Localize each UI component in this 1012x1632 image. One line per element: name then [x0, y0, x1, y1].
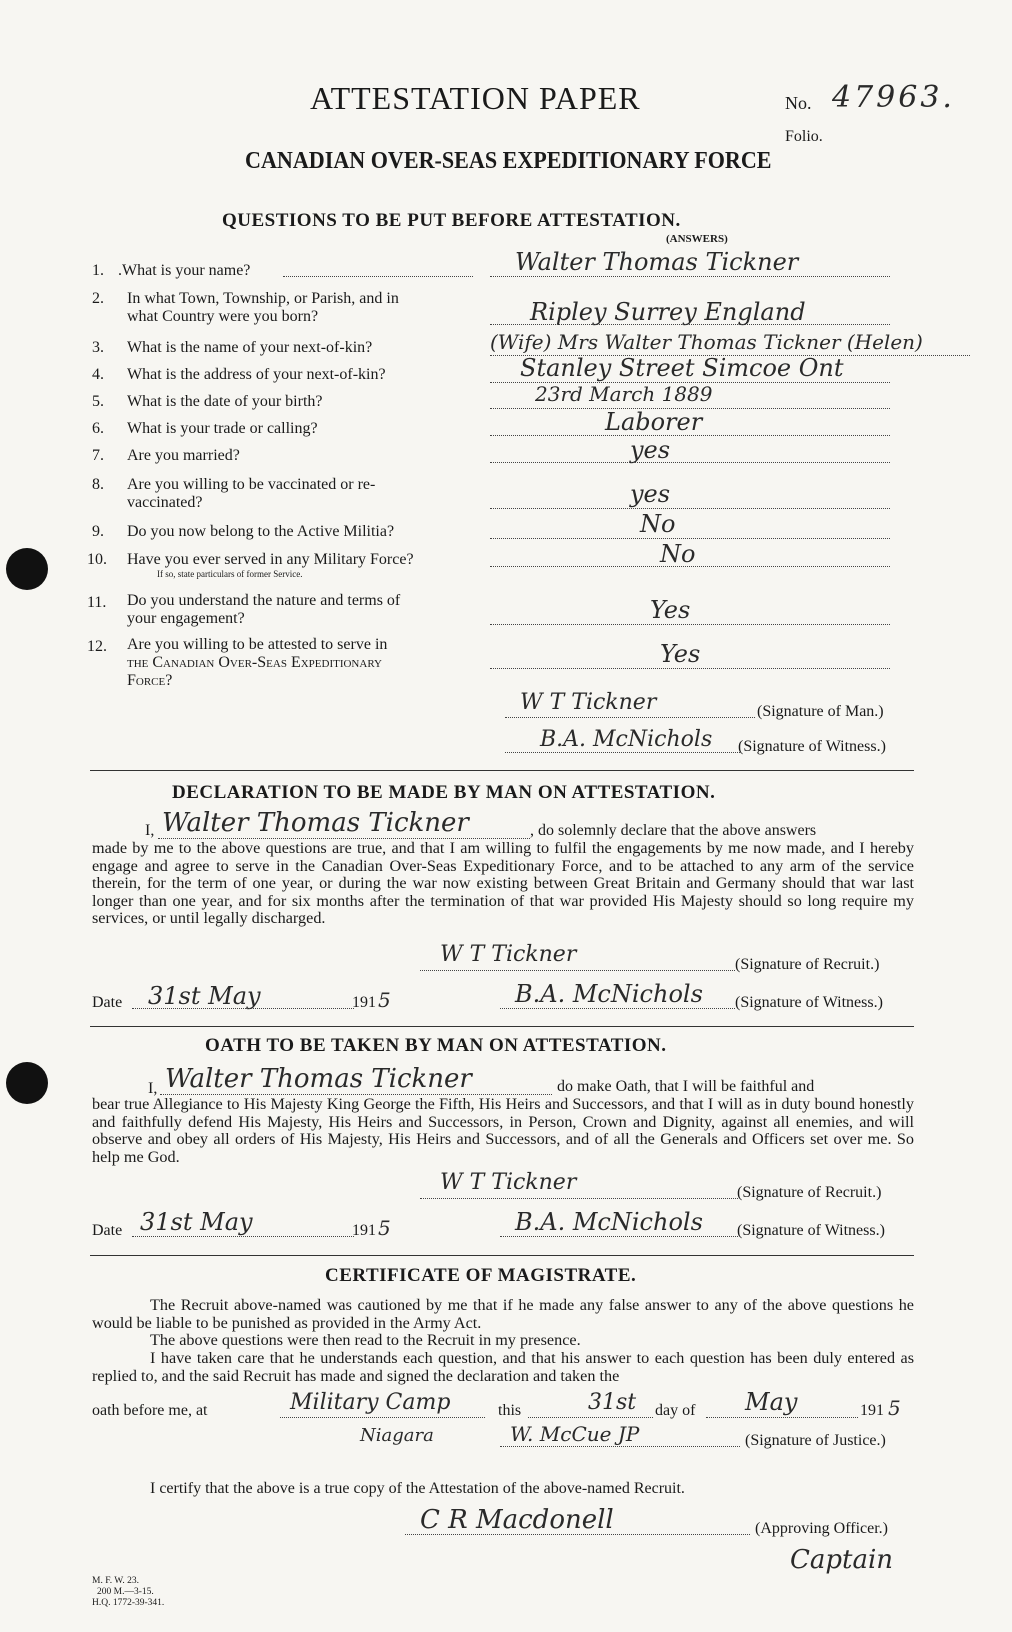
certificate-place-cont: Niagara	[360, 1425, 434, 1446]
copy-certificate-text: I certify that the above is a true copy of the Attestation of the above-named Recruit.	[150, 1480, 685, 1497]
certificate-para3: I have taken care that he understands each question, and that his answer to each question has been duly entered as replied to, and the said Recruit has made and signed the declaration and taken the	[92, 1349, 914, 1385]
question-text: What is the name of your next-of-kin?	[127, 339, 373, 356]
certificate-oath-text: oath before me, at	[92, 1402, 208, 1419]
question-text-cont: Force?	[127, 672, 173, 689]
declaration-heading: DECLARATION TO BE MADE BY MAN ON ATTESTATION.	[172, 782, 716, 803]
oath-date: 31st May	[140, 1208, 253, 1236]
signature-of-man-label: (Signature of Man.)	[757, 703, 884, 720]
signature-of-man: W T Tickner	[520, 690, 657, 715]
question-text: Do you understand the nature and terms of	[127, 592, 401, 609]
certificate-year-prefix: 191	[860, 1402, 884, 1419]
question-text: Are you willing to be vaccinated or re-	[127, 476, 376, 493]
question-number: 10.	[87, 551, 107, 568]
folio-label: Folio.	[785, 128, 823, 145]
question-number: 6.	[92, 420, 104, 437]
question-text: What is your trade or calling?	[127, 420, 318, 437]
declaration-date-label: Date	[92, 994, 123, 1011]
hq-code: H.Q. 1772-39-341.	[92, 1598, 165, 1608]
answer-military-service: No	[660, 540, 696, 568]
certificate-this-label: this	[498, 1402, 522, 1419]
oath-text: bear true Allegiance to His Majesty King George the Fifth, His Heirs and Successors, and that I will as in duty bound honestly and faithfully defend His Majesty, His Heirs and Successors, in Person, Crown and Dignity, against all enemies, and will observe and obey all orders of His Majesty, His Heirs and Successors, and of all the Generals and Officers set over me. So help me God.	[92, 1095, 914, 1166]
answer-married: yes	[630, 436, 671, 464]
declaration-text-line1: , do solemnly declare that the above answers	[530, 822, 817, 839]
answer-trade: Laborer	[605, 408, 703, 436]
question-number: 9.	[92, 523, 104, 540]
document-subtitle: CANADIAN OVER-SEAS EXPEDITIONARY FORCE	[245, 148, 772, 174]
punch-hole-upper	[6, 548, 48, 590]
question-text: Have you ever served in any Military Force?	[127, 551, 414, 568]
question-text-cont: the Canadian Over-Seas Expeditionary	[127, 654, 382, 671]
number-label: No.	[785, 93, 812, 113]
question-number: 11.	[87, 594, 107, 611]
print-code: 200 M.—3-15.	[97, 1587, 154, 1597]
declaration-signature-witness: B.A. McNichols	[515, 980, 703, 1008]
question-text: Are you willing to be attested to serve in	[127, 636, 388, 653]
oath-year-digit: 5	[378, 1216, 391, 1240]
question-text: Do you now belong to the Active Militia?	[127, 523, 395, 540]
question-number: 5.	[92, 393, 104, 410]
question-note: If so, state particulars of former Service.	[157, 569, 303, 579]
certificate-para2: The above questions were then read to the Recruit in my presence.	[150, 1331, 581, 1349]
oath-heading: OATH TO BE TAKEN BY MAN ON ATTESTATION.	[205, 1035, 667, 1056]
question-text-cont: what Country were you born?	[127, 308, 319, 325]
answer-vaccinated: yes	[630, 480, 671, 508]
form-code: M. F. W. 23.	[92, 1576, 140, 1586]
answer-militia: No	[640, 510, 676, 538]
question-number: 4.	[92, 366, 104, 383]
declaration-year-prefix: 191	[352, 994, 376, 1011]
punch-hole-lower	[6, 1062, 48, 1104]
answer-name: Walter Thomas Tickner	[515, 248, 799, 276]
question-number: 12.	[87, 638, 107, 655]
question-text-cont: your engagement?	[127, 610, 245, 627]
answer-understand-terms: Yes	[650, 596, 691, 624]
certificate-month: May	[745, 1388, 798, 1416]
questions-heading: QUESTIONS TO BE PUT BEFORE ATTESTATION.	[222, 210, 681, 231]
certificate-day: 31st	[588, 1390, 637, 1415]
document-title: ATTESTATION PAPER	[310, 80, 641, 116]
question-number: 7.	[92, 447, 104, 464]
question-text: What is the date of your birth?	[127, 393, 323, 410]
certificate-day-label: day of	[655, 1402, 696, 1419]
declaration-text: made by me to the above questions are true, and that I am willing to fulfil the engagements by me now made, and I hereby engage and agree to serve in the Canadian Over-Seas Expeditionary Force, and to be attached to any arm of the service therein, for the term of one year, or during the war now existing between Great Britain and Germany should that war last longer than one year, and for six months after the termination of that war provided His Majesty should so long require my services, or until legally discharged.	[92, 839, 914, 927]
question-number: 3.	[92, 339, 104, 356]
question-text: What is the address of your next-of-kin?	[127, 366, 386, 383]
approving-officer-signature: C R Macdonell	[420, 1505, 614, 1535]
certificate-heading: CERTIFICATE OF MAGISTRATE.	[325, 1265, 637, 1286]
approving-officer-rank: Captain	[790, 1545, 894, 1575]
answer-next-of-kin-address: Stanley Street Simcoe Ont	[520, 354, 844, 382]
signature-of-witness: B.A. McNichols	[540, 727, 713, 752]
oath-signature-witness: B.A. McNichols	[515, 1208, 703, 1236]
question-text-cont: vaccinated?	[127, 494, 203, 511]
oath-name: Walter Thomas Tickner	[165, 1064, 472, 1094]
oath-year-prefix: 191	[352, 1222, 376, 1239]
oath-signature-recruit-label: (Signature of Recruit.)	[737, 1184, 882, 1201]
oath-text-line1: do make Oath, that I will be faithful and	[557, 1078, 815, 1095]
question-number: 1.	[92, 262, 104, 279]
regimental-number: 47963.	[832, 80, 955, 115]
declaration-signature-recruit: W T Tickner	[440, 942, 577, 967]
declaration-prefix: I,	[145, 822, 155, 839]
oath-date-label: Date	[92, 1222, 123, 1239]
question-text: .What is your name?	[118, 262, 251, 279]
question-text: In what Town, Township, or Parish, and in	[127, 290, 399, 307]
oath-prefix: I,	[148, 1080, 158, 1097]
approving-officer-label: (Approving Officer.)	[755, 1520, 888, 1537]
question-number: 8.	[92, 476, 104, 493]
signature-of-justice-label: (Signature of Justice.)	[745, 1432, 886, 1449]
answer-willing-to-attest: Yes	[660, 640, 701, 668]
declaration-name: Walter Thomas Tickner	[162, 808, 469, 838]
declaration-signature-recruit-label: (Signature of Recruit.)	[735, 956, 880, 973]
answers-heading: (ANSWERS)	[666, 233, 728, 245]
certificate-place: Military Camp	[290, 1390, 451, 1415]
certificate-year-digit: 5	[888, 1396, 901, 1420]
declaration-date: 31st May	[148, 982, 261, 1010]
declaration-signature-witness-label: (Signature of Witness.)	[735, 994, 883, 1011]
question-text: Are you married?	[127, 447, 240, 464]
question-number: 2.	[92, 290, 104, 307]
answer-birthplace: Ripley Surrey England	[530, 298, 806, 326]
oath-signature-recruit: W T Tickner	[440, 1170, 577, 1195]
certificate-para1: The Recruit above-named was cautioned by me that if he made any false answer to any of the above questions he would be liable to be punished as provided in the Army Act.	[92, 1296, 914, 1332]
answer-next-of-kin: (Wife) Mrs Walter Thomas Tickner (Helen)	[490, 330, 923, 354]
declaration-year-digit: 5	[378, 988, 391, 1012]
signature-of-justice: W. McCue JP	[510, 1422, 640, 1446]
answer-birth-date: 23rd March 1889	[535, 382, 713, 406]
signature-of-witness-label: (Signature of Witness.)	[738, 738, 886, 755]
oath-signature-witness-label: (Signature of Witness.)	[737, 1222, 885, 1239]
